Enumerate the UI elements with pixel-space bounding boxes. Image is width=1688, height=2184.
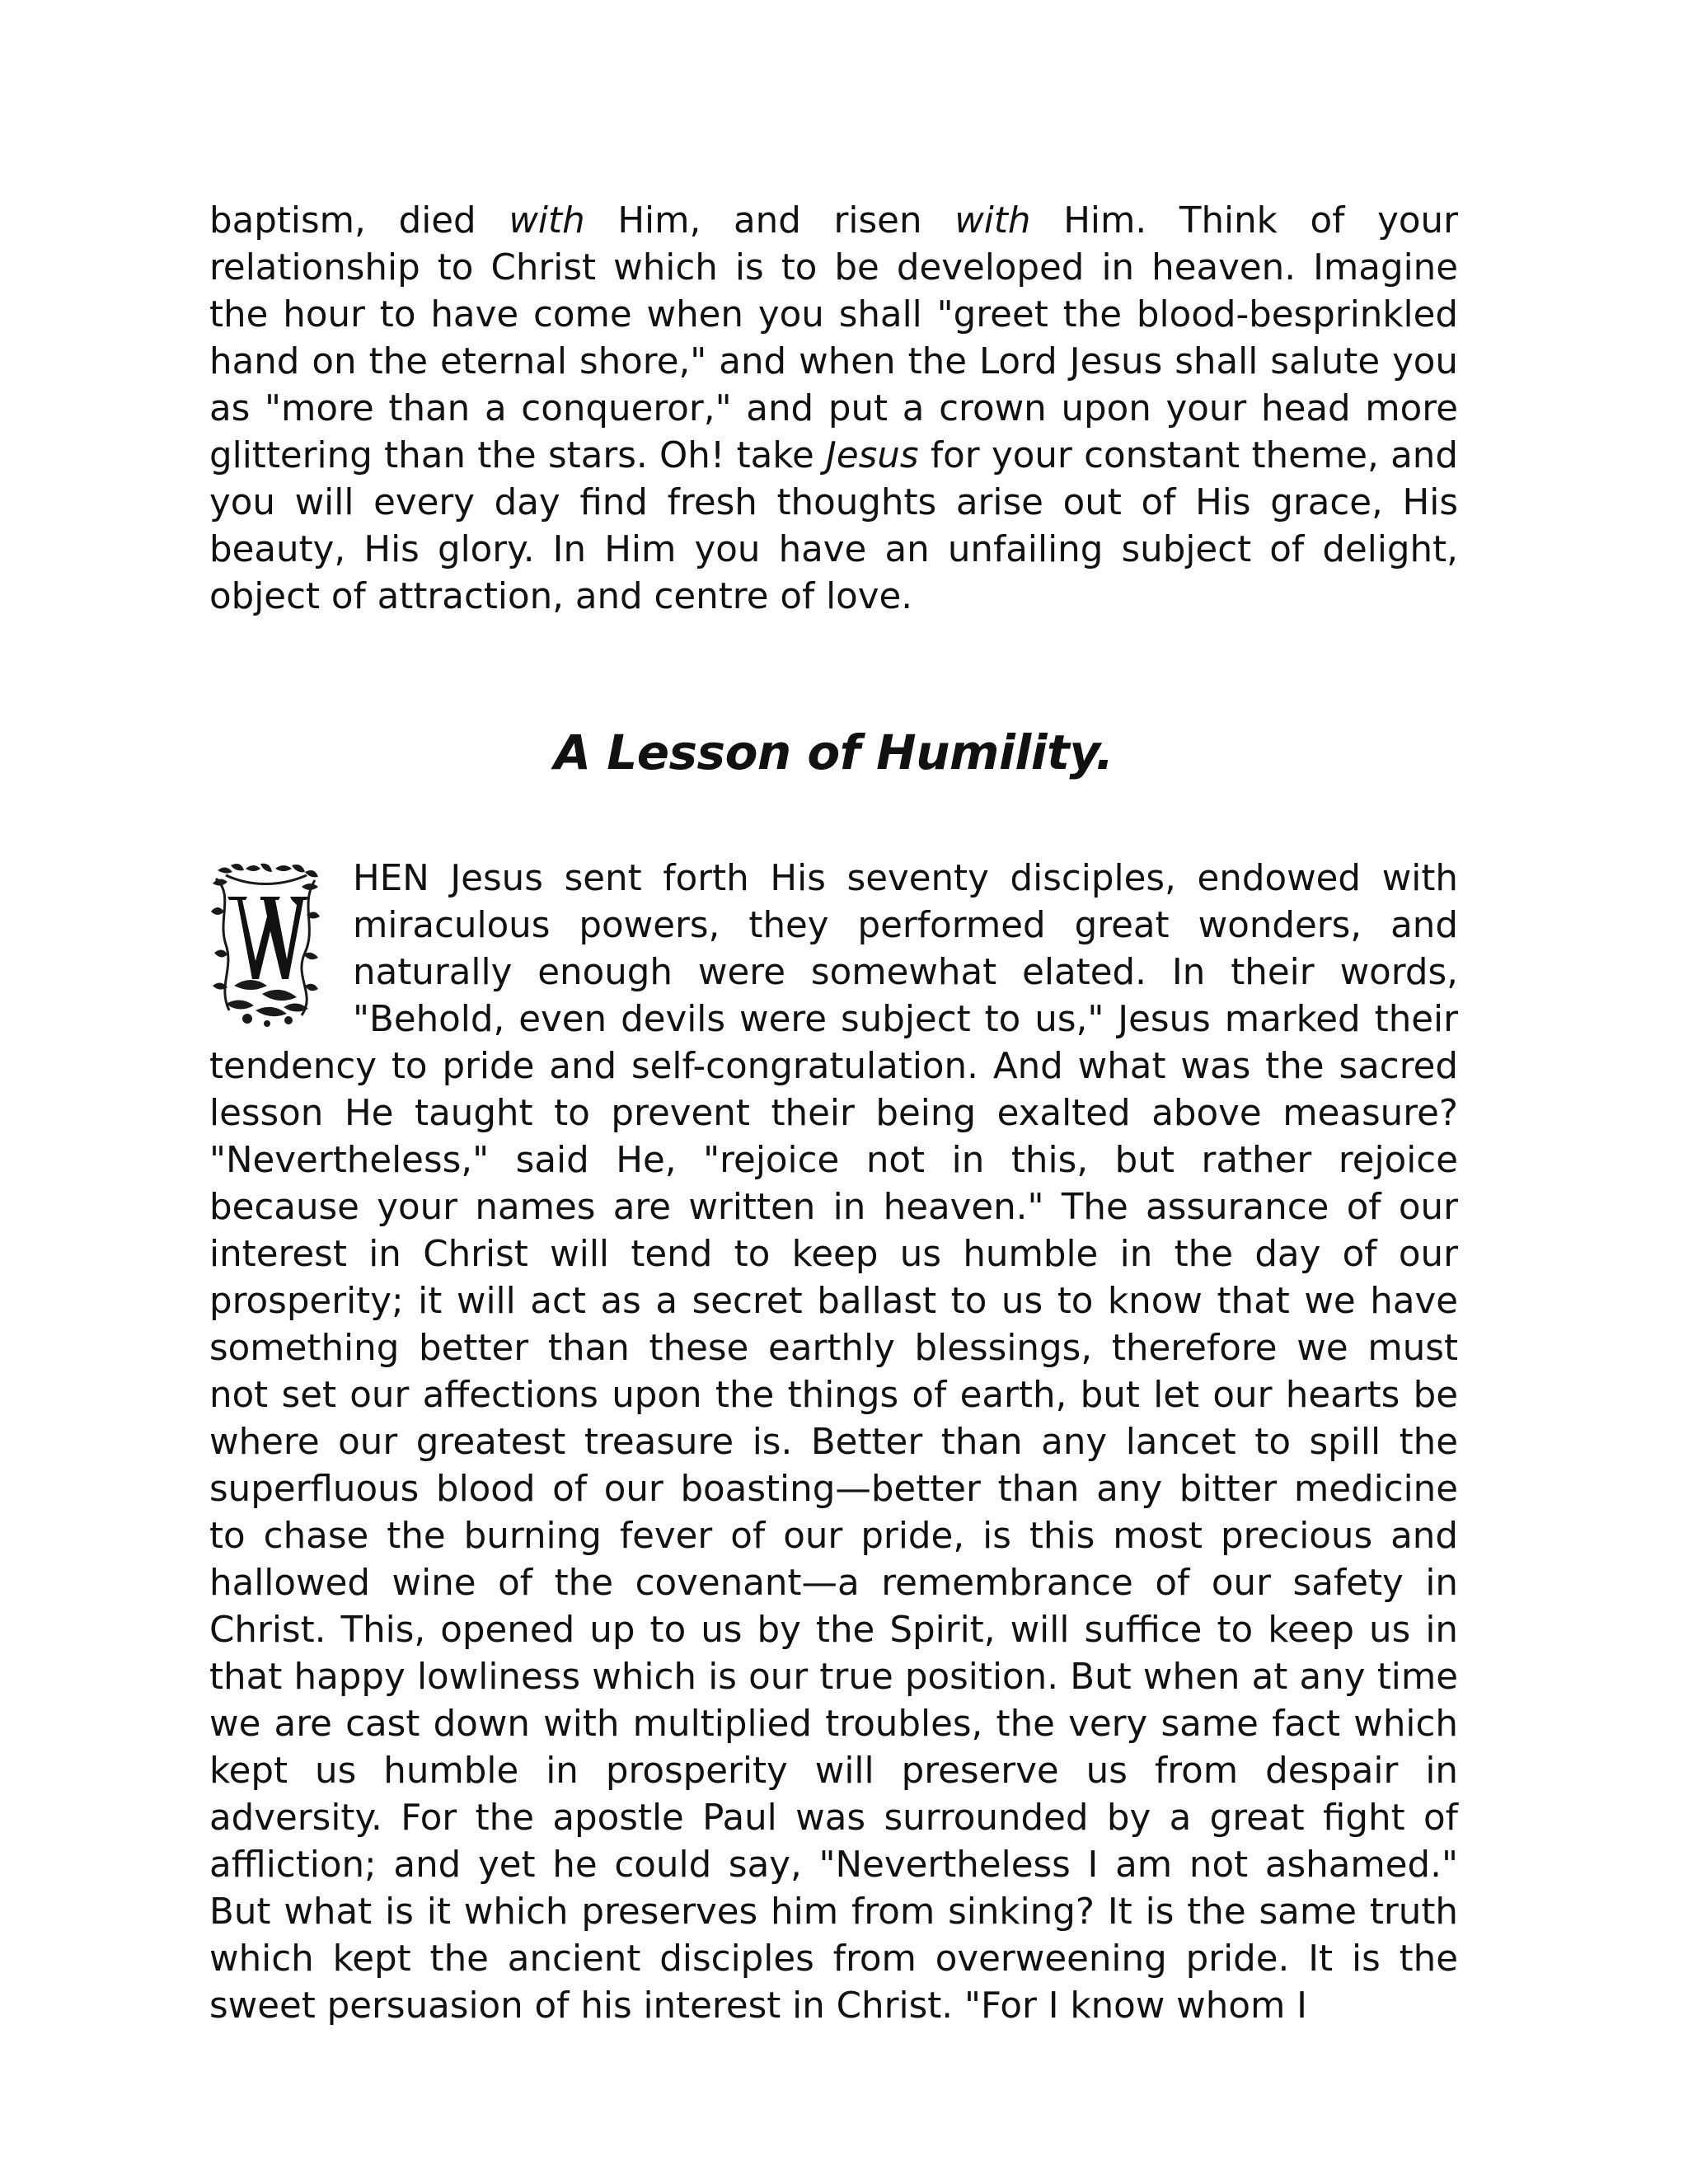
paragraph-text: Him, and risen (584, 200, 955, 241)
paragraph-text: baptism, died (209, 200, 509, 241)
section-title: A Lesson of Humility. (554, 724, 1114, 780)
emphasis-with: with (509, 200, 585, 241)
drop-cap-letter (209, 862, 321, 1027)
section-body (209, 855, 1458, 2030)
paragraph-text: Him. Think of your relationship to Christ which is to be developed in heaven. Imagine the hour to have come when you shall "greet the blood-besprinkled hand on the eternal shore," and when the Lord Jesus shall salute you as "more than a conqueror," and put a crown upon your head more glittering than the stars. Oh! take (209, 200, 1458, 476)
emphasis-jesus: Jesus (826, 435, 919, 476)
section-paragraph: HEN Jesus sent forth His seventy disciples, endowed with miraculous powers, they performed great wonders, and naturally enough were somewhat elated. In their words, "Behold, even devils were subject to us," Jesus marked their tendency to pride and self-congratulation. And what was the sacred lesson He taught to prevent their being exalted above measure? "Nevertheless," said He, "rejoice not in this, but rather rejoice because your names are written in heaven." The assurance of our interest in Christ will tend to keep us humble in the day of our prosperity; it will act as a secret ballast to us to know that we have something better than these earthly blessings, therefore we must not set our affections upon the things of earth, but let our hearts be where our greatest treasure is. Better than any lancet to spill the superfluous blood of our boasting—better than any bitter medicine to chase the burning fever of our pride, is this most precious and hallowed wine of the covenant—a remembrance of our safety in Christ. This, opened up to us by the Spirit, will suffice to keep us in that happy lowliness which is our true position. But when at any time we are cast down with multiplied troubles, the very same fact which kept us humble in prosperity will preserve us from despair in adversity. For the apostle Paul was surrounded by a great fight of affliction; and yet he could say, "Nevertheless I am not ashamed." But what is it which preserves him from sinking? It is the same truth which kept the ancient disciples from overweening pride. It is the sweet persuasion of his interest in Christ. "For I know whom I (209, 858, 1458, 2027)
document-page (209, 198, 1458, 2030)
ornamental-drop-cap (209, 862, 333, 1040)
emphasis-with: with (954, 200, 1031, 241)
continued-paragraph (209, 198, 1458, 621)
paragraph-text: for your constant theme, and you will every day find fresh thoughts arise out of His grace, His beauty, His glory. In Him you have an unfailing subject of delight, object of attraction, and centre of love. (209, 435, 1458, 617)
